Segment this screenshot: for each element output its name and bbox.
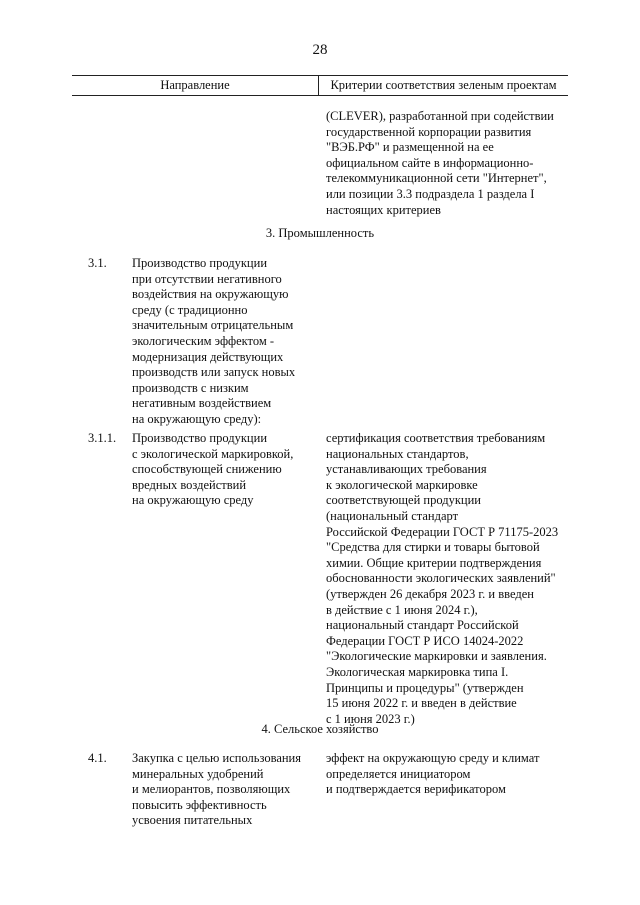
continuation-criteria [326, 109, 554, 218]
criteria-line: настоящих критериев [326, 202, 441, 217]
criteria-line: государственной корпорации развития [326, 124, 532, 139]
item-number: 3.1.1. [88, 431, 117, 445]
criteria-line: "Средства для стирки и товары бытовой [326, 540, 540, 555]
criteria-line: Принципы и процедуры" (утвержден [326, 680, 524, 695]
header-criteria: Критерии соответствия зеленым проектам [330, 78, 557, 92]
criteria-line: соответствующей продукции [326, 493, 481, 508]
item-criteria [326, 431, 558, 727]
direction-line: производств или запуск новых [132, 365, 296, 380]
criteria-line: Экологическая маркировка типа I. [326, 664, 509, 679]
direction-line: Производство продукции [132, 256, 268, 270]
item-direction [132, 751, 301, 829]
direction-line: минеральных удобрений [132, 766, 264, 781]
criteria-line: эффект на окружающую среду и климат [326, 751, 540, 765]
criteria-line: (утвержден 26 декабря 2023 г. и введен [326, 586, 534, 601]
direction-line: с экологической маркировкой, [132, 446, 294, 461]
criteria-line: химии. Общие критерии подтверждения [326, 555, 542, 570]
criteria-line: "Экологические маркировки и заявления. [326, 649, 547, 664]
criteria-line: к экологической маркировке [326, 477, 478, 492]
criteria-line: в действие с 1 июня 2024 г.), [326, 602, 478, 617]
criteria-line: официальном сайте в информационно- [326, 155, 534, 170]
table-header [72, 75, 568, 96]
criteria-line: и подтверждается верификатором [326, 782, 506, 797]
direction-line: и мелиорантов, позволяющих [132, 782, 291, 797]
criteria-line: с 1 июня 2023 г.) [326, 711, 415, 726]
section-heading-agriculture: 4. Сельское хозяйство [261, 722, 379, 736]
criteria-line: сертификация соответствия требованиям [326, 431, 546, 445]
criteria-line: (CLEVER), разработанной при содействии [326, 109, 554, 123]
section-heading-industry: 3. Промышленность [265, 226, 375, 240]
criteria-line: устанавливающих требования [326, 462, 487, 477]
direction-line: способствующей снижению [132, 462, 282, 477]
criteria-line: национальный стандарт Российской [326, 618, 519, 633]
direction-line: повысить эффективность [132, 797, 267, 812]
criteria-line: обоснованности экологических заявлений" [326, 571, 556, 586]
direction-line: вредных воздействий [132, 477, 247, 492]
direction-line: Производство продукции [132, 431, 268, 445]
direction-line: негативным воздействием [132, 396, 272, 411]
item-direction [132, 431, 293, 509]
criteria-line: (национальный стандарт [326, 508, 459, 523]
item-criteria [326, 751, 539, 798]
criteria-line: Российской Федерации ГОСТ Р 71175-2023 [326, 524, 559, 539]
item-number: 4.1. [88, 751, 107, 765]
criteria-line: национальных стандартов, [326, 446, 469, 461]
direction-line: на окружающую среду [132, 493, 254, 508]
item-number: 3.1. [88, 256, 107, 270]
direction-line: модернизация действующих [132, 349, 284, 364]
direction-line: воздействия на окружающую [132, 287, 289, 302]
direction-line: при отсутствии негативного [132, 271, 282, 286]
header-direction: Направление [160, 78, 230, 92]
page-number: 28 [312, 42, 328, 58]
criteria-line: определяется инициатором [326, 766, 471, 781]
criteria-line: Федерации ГОСТ Р ИСО 14024-2022 [326, 633, 524, 648]
criteria-line: 15 июня 2022 г. и введен в действие [326, 696, 517, 711]
direction-line: экологическим эффектом - [132, 333, 275, 348]
criteria-line: телекоммуникационной сети "Интернет", [326, 171, 547, 186]
direction-line: производств с низким [132, 380, 249, 395]
direction-line: на окружающую среду): [132, 411, 262, 426]
direction-line: Закупка с целью использования [132, 751, 301, 765]
criteria-line: "ВЭБ.РФ" и размещенной на ее [326, 140, 494, 155]
direction-line: значительным отрицательным [132, 318, 294, 333]
item-direction [132, 256, 295, 428]
direction-line: усвоения питательных [132, 813, 253, 828]
criteria-line: или позиции 3.3 подраздела 1 раздела I [326, 186, 535, 201]
direction-line: среду (с традиционно [132, 302, 248, 317]
